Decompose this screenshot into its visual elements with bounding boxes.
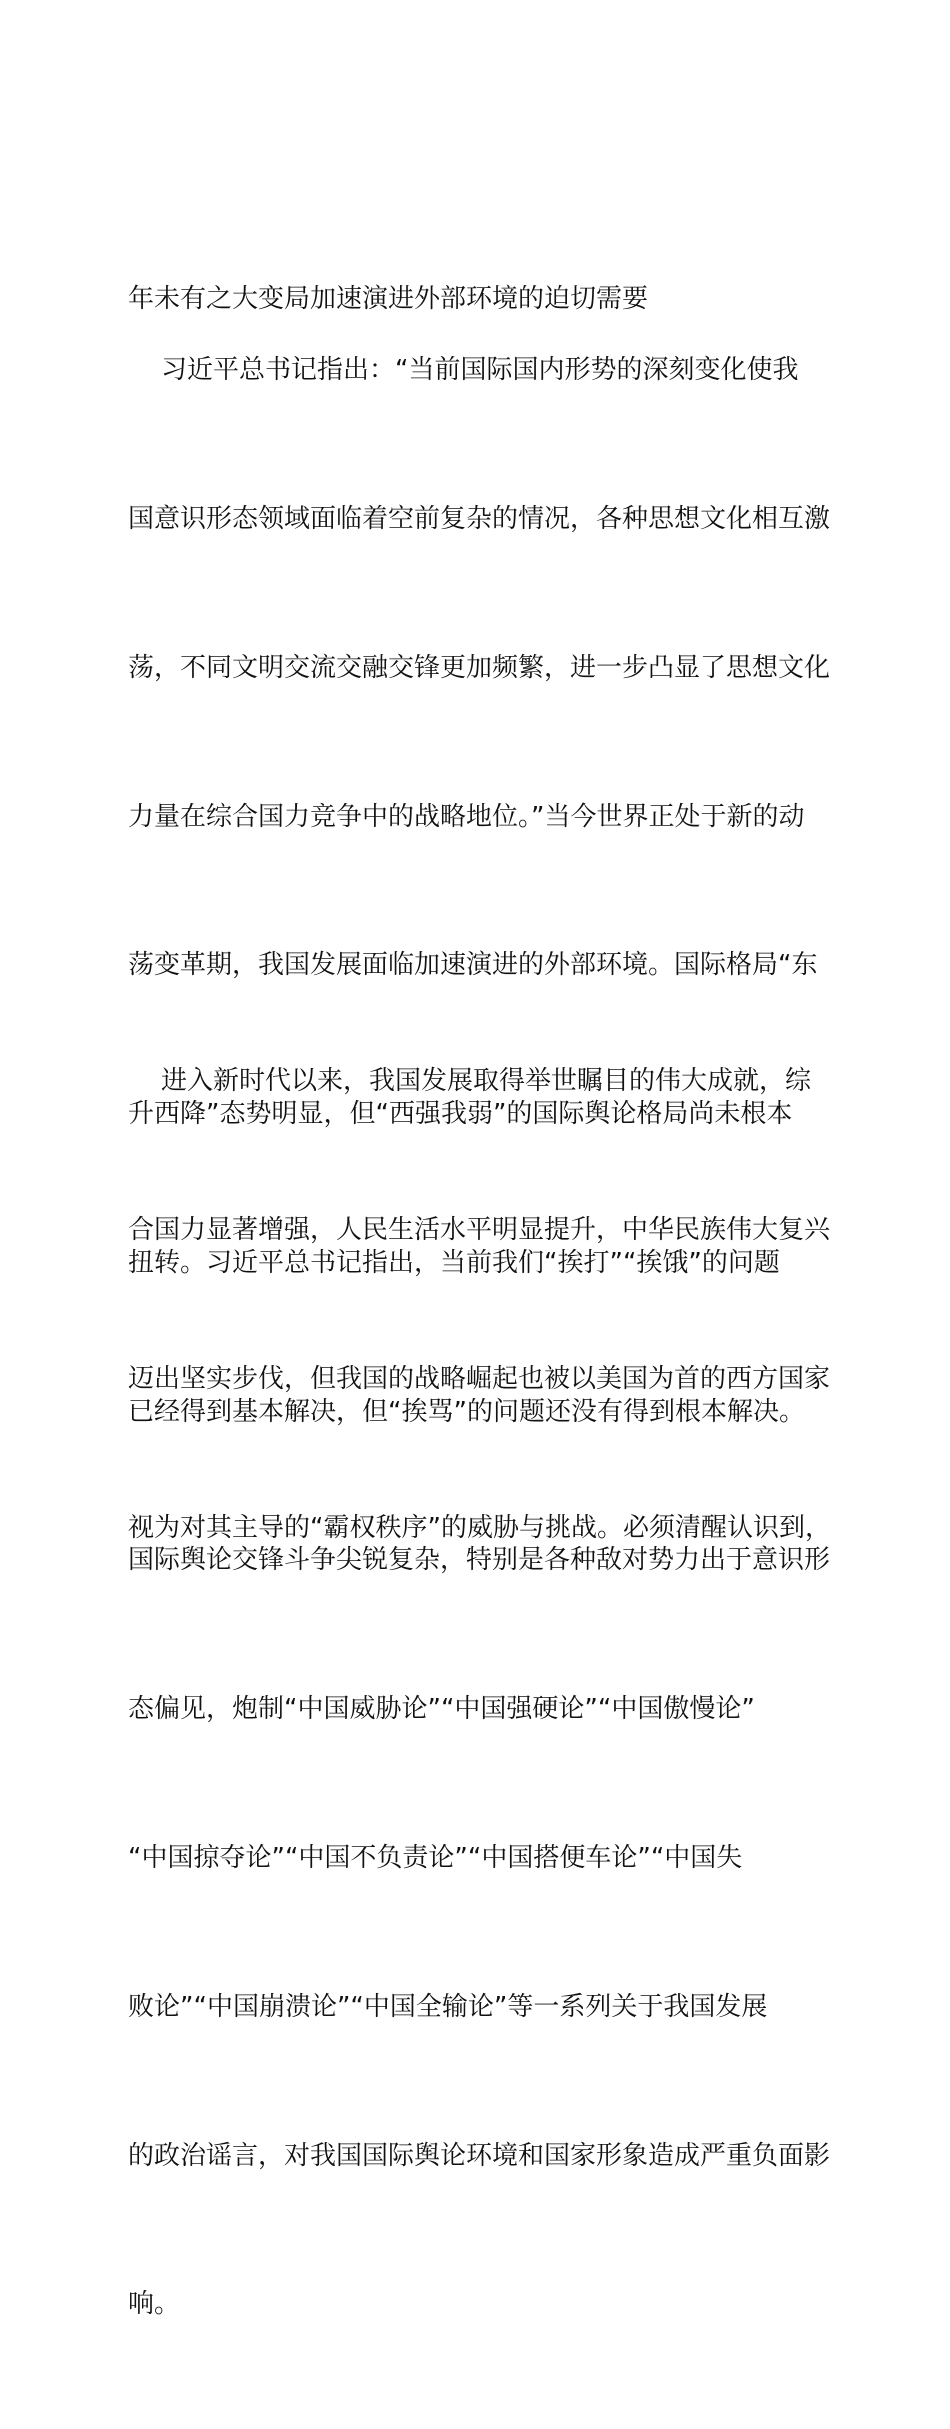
text-line: 升西降”态势明显，但“西强我弱”的国际舆论格局尚未根本 <box>128 1099 793 1130</box>
text-line: 习近平总书记指出：“当前国际国内形势的深刻变化使我 <box>128 355 799 386</box>
text-line: 态偏见，炮制“中国威胁论”“中国强硬论”“中国傲慢论” <box>128 1694 755 1725</box>
text-line: 年未有之大变局加速演进外部环境的迫切需要 <box>128 284 649 315</box>
text-line: 进入新时代以来，我国发展取得举世瞩目的伟大成就，综 <box>128 1066 812 1097</box>
text-line: 迈出坚实步伐，但我国的战略崛起也被以美国为首的西方国家 <box>128 1363 831 1394</box>
text-line: 力量在综合国力竞争中的战略地位。”当今世界正处于新的动 <box>128 801 805 832</box>
text-line: 扭转。习近平总书记指出，当前我们“挨打”“挨饿”的问题 <box>128 1247 780 1278</box>
text-line: 国意识形态领域面临着空前复杂的情况，各种思想文化相互激 <box>128 503 831 534</box>
text-line: 视为对其主导的“霸权秩序”的威胁与挑战。必须清醒认识到， <box>128 1512 831 1543</box>
text-line: “中国掠夺论”“中国不负责论”“中国搭便车论”“中国失 <box>128 1843 743 1873</box>
text-line: 的政治谣言，对我国国际舆论环境和国家形象造成严重负面影 <box>128 2140 831 2171</box>
paragraph-2 <box>128 958 868 1652</box>
text-line: 败论”“中国崩溃论”“中国全输论”等一系列关于我国发展 <box>128 1991 768 2022</box>
text-line: 荡变革期，我国发展面临加速演进的外部环境。国际格局“东 <box>128 950 818 981</box>
text-line: 荡，不同文明交流交融交锋更加频繁，进一步凸显了思想文化 <box>128 652 831 683</box>
text-line: 国际舆论交锋斗争尖锐复杂，特别是各种敌对势力出于意识形 <box>128 1545 831 1576</box>
text-line: 响。 <box>128 2289 181 2320</box>
text-line: 已经得到基本解决，但“挨骂”的问题还没有得到根本解决。 <box>128 1396 805 1427</box>
text-line: 合国力显著增强，人民生活水平明显提升，中华民族伟大复兴 <box>128 1214 831 1245</box>
